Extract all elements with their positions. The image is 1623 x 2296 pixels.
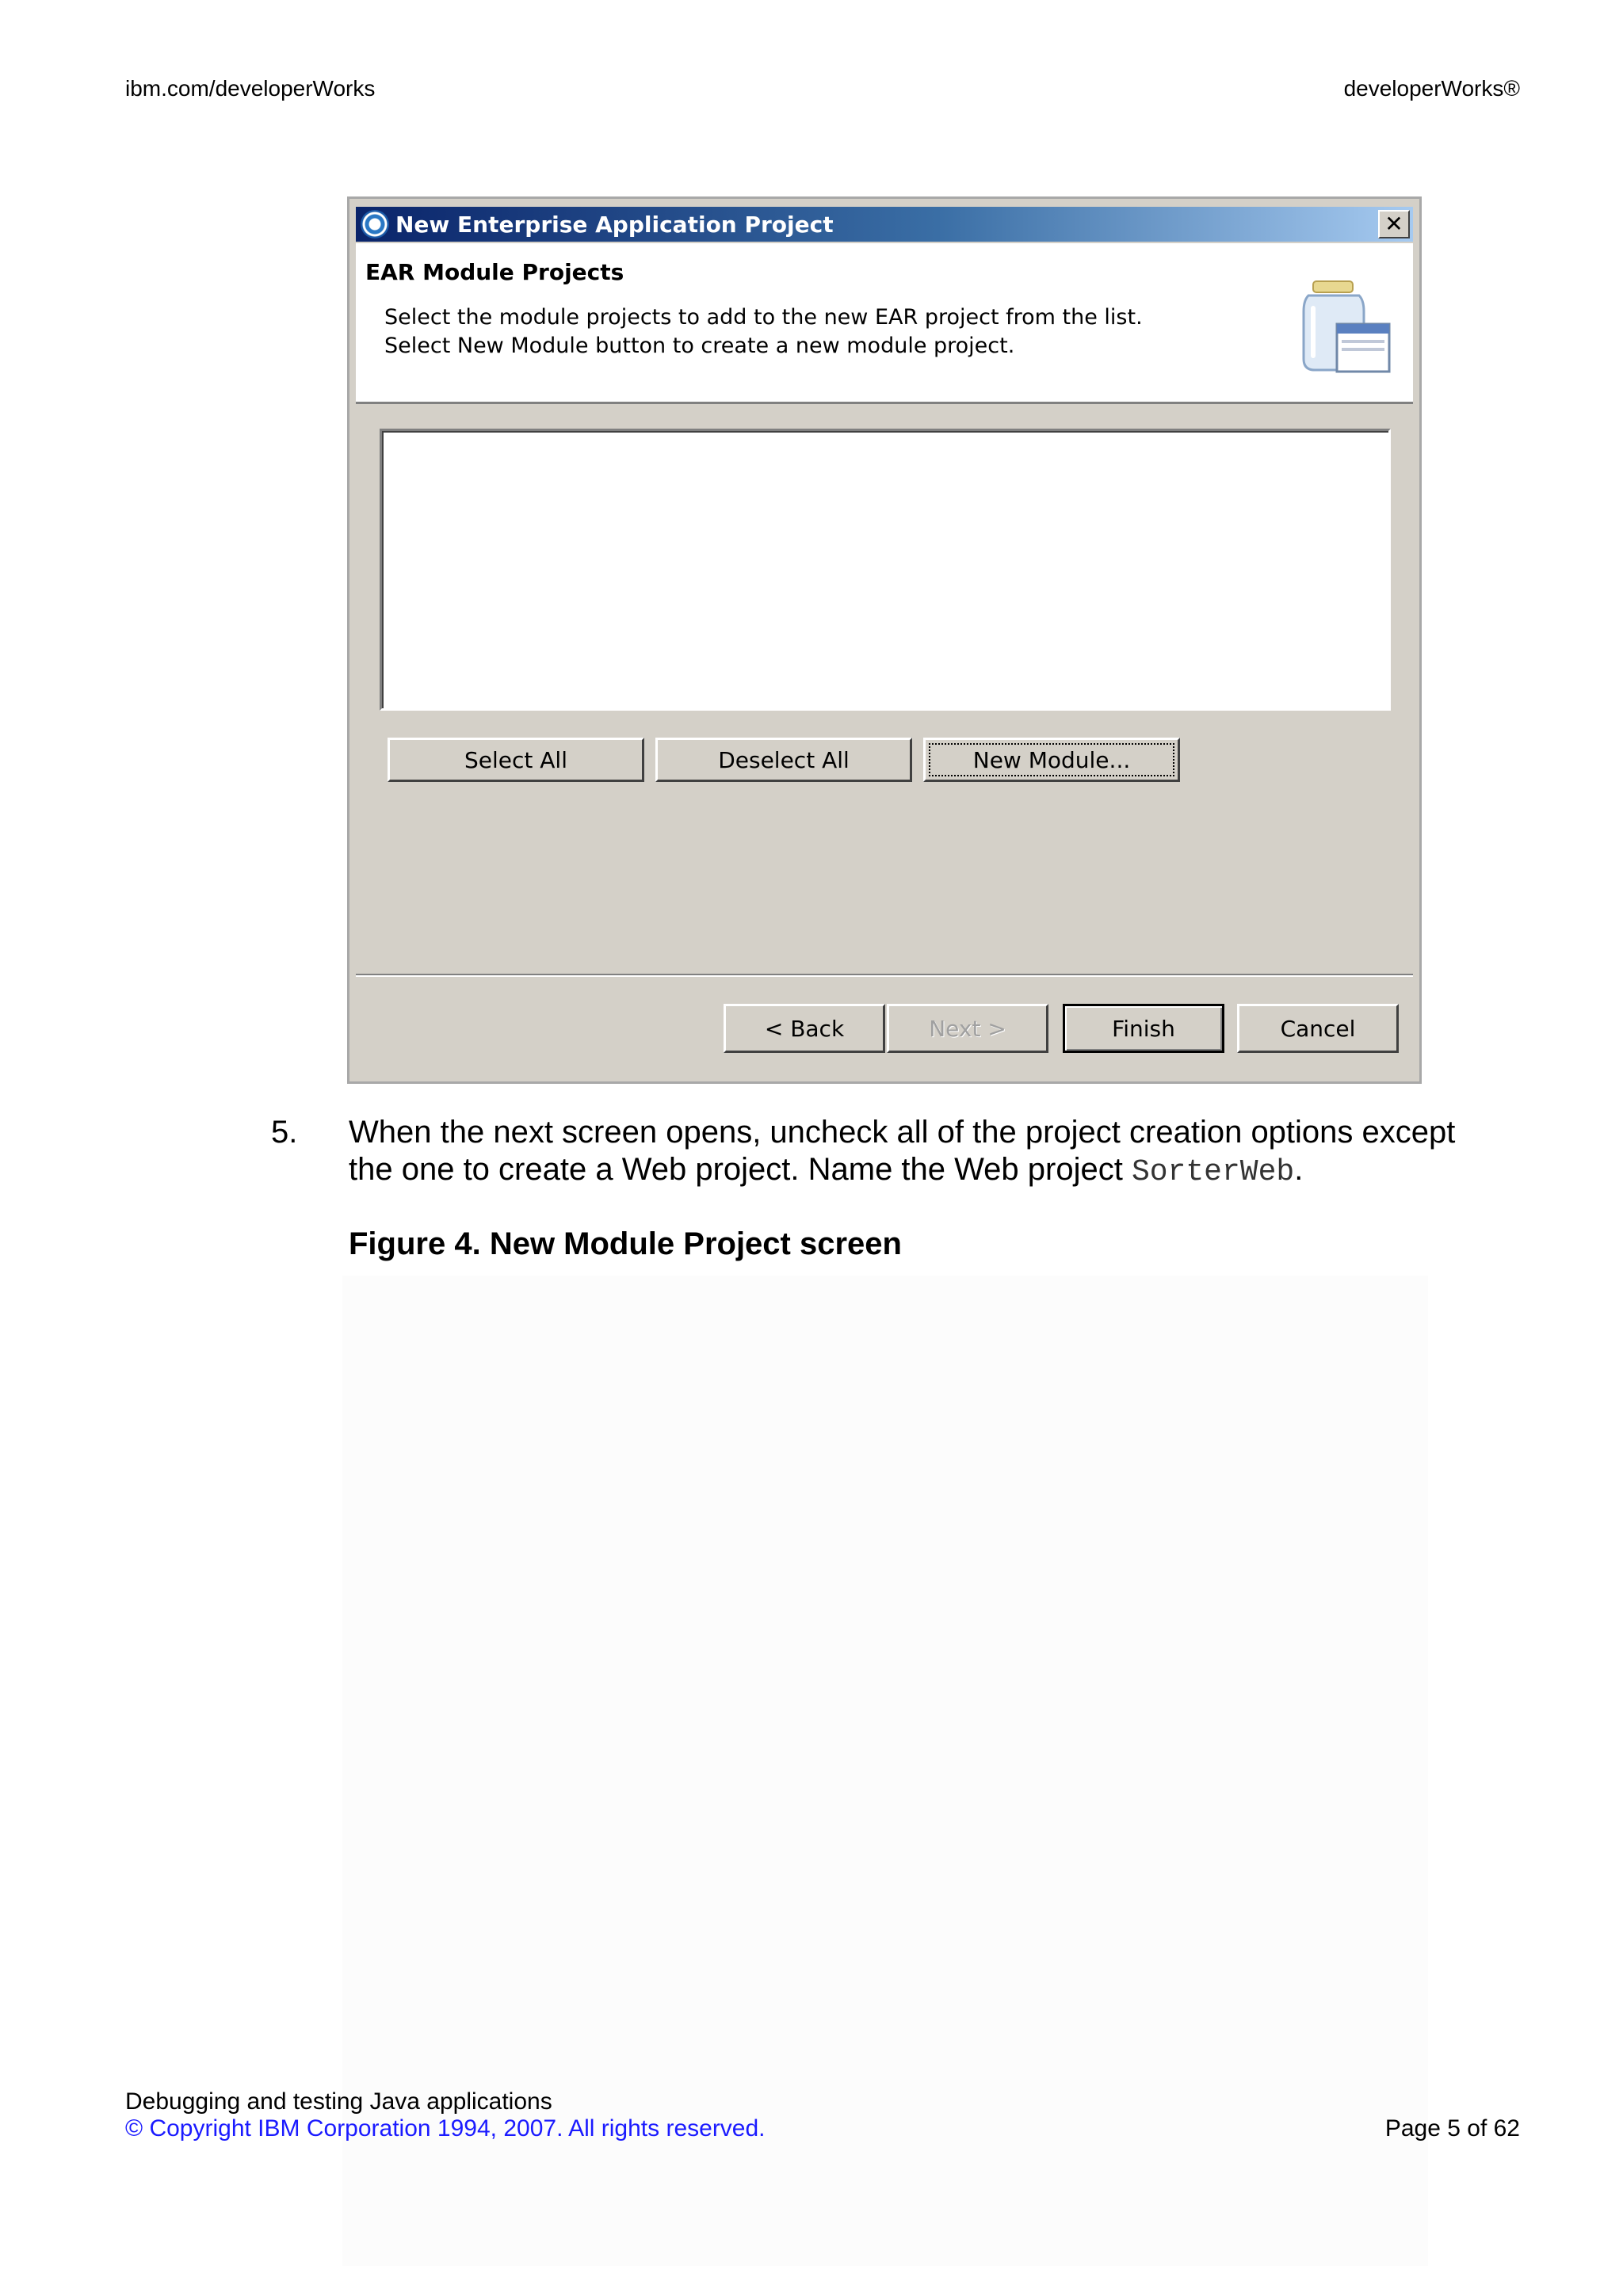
wizard-banner xyxy=(356,243,1413,404)
footer-title: Debugging and testing Java applications xyxy=(125,2088,552,2115)
step-text-after: . xyxy=(1294,1152,1304,1187)
header-brand: developerWorks® xyxy=(1343,76,1520,101)
banner-description-line-2: Select New Module button to create a new module project. xyxy=(384,334,1015,358)
banner-description xyxy=(384,303,1143,360)
footer-copyright-link[interactable]: © Copyright IBM Corporation 1994, 2007. All rights reserved. xyxy=(125,2115,766,2142)
next-button[interactable]: Next > xyxy=(887,1004,1048,1053)
new-enterprise-application-dialog xyxy=(347,196,1422,1084)
select-all-button[interactable]: Select All xyxy=(388,738,644,782)
step-text-before: When the next screen opens, uncheck all of the project creation options except the one to create a Web project. Name the Web project xyxy=(349,1115,1456,1187)
back-button[interactable]: < Back xyxy=(724,1004,885,1053)
jar-window-icon xyxy=(1289,277,1392,379)
eclipse-icon xyxy=(361,210,389,238)
footer-page-number: Page 5 of 62 xyxy=(1384,2115,1520,2142)
deselect-all-button[interactable]: Deselect All xyxy=(655,738,912,782)
finish-button[interactable]: Finish xyxy=(1063,1004,1224,1053)
module-projects-list[interactable] xyxy=(380,429,1391,711)
step-number: 5. xyxy=(271,1115,298,1150)
footer-separator xyxy=(356,974,1413,977)
header-site-link[interactable]: ibm.com/developerWorks xyxy=(125,76,376,101)
project-name-code: SorterWeb xyxy=(1131,1155,1295,1189)
step-text xyxy=(349,1114,1474,1191)
cancel-button[interactable]: Cancel xyxy=(1237,1004,1399,1053)
close-button[interactable] xyxy=(1378,210,1410,238)
banner-description-line-1: Select the module projects to add to the new EAR project from the list. xyxy=(384,305,1143,330)
figure-caption: Figure 4. New Module Project screen xyxy=(349,1226,902,1261)
dialog-titlebar xyxy=(356,207,1413,242)
new-module-button[interactable]: New Module... xyxy=(923,738,1180,782)
dialog-title: New Enterprise Application Project xyxy=(395,211,834,238)
close-icon: ✕ xyxy=(1384,211,1403,237)
banner-title: EAR Module Projects xyxy=(365,259,624,285)
